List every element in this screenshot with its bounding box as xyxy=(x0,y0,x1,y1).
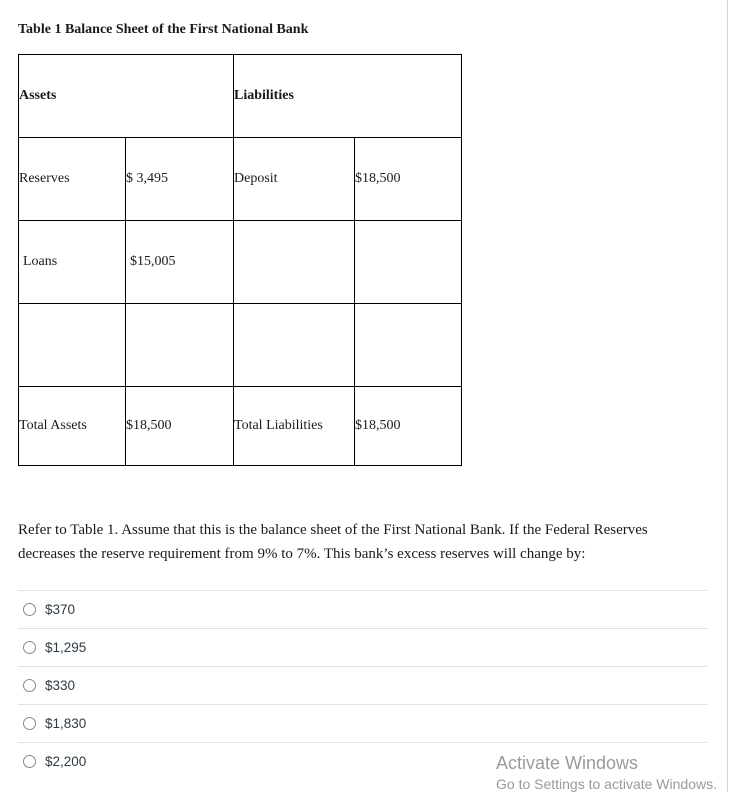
table-row xyxy=(19,304,462,387)
radio-button[interactable] xyxy=(23,717,36,730)
question-text: Refer to Table 1. Assume that this is the balance sheet of the First National Bank. If the Federal Reserves decreases the reserve requirement from 9% to 7%. This bank’s excess reserves will change by: xyxy=(18,522,648,562)
answer-option[interactable] xyxy=(18,628,708,666)
assets-header: Assets xyxy=(19,55,234,138)
radio-button[interactable] xyxy=(23,755,36,768)
answer-label: $370 xyxy=(45,602,76,617)
liability-label-cell xyxy=(234,221,355,304)
watermark-title: Activate Windows xyxy=(496,753,639,773)
total-assets-label: Total Assets xyxy=(19,387,126,466)
total-liabilities-label: Total Liabilities xyxy=(234,387,355,466)
answer-option[interactable] xyxy=(18,704,708,742)
radio-button[interactable] xyxy=(23,641,36,654)
answer-label: $1,295 xyxy=(45,640,87,655)
total-assets-value: $18,500 xyxy=(126,387,234,466)
activate-windows-watermark xyxy=(496,752,717,792)
liability-label-cell xyxy=(234,304,355,387)
liability-value-cell: $18,500 xyxy=(355,138,462,221)
answer-label: $2,200 xyxy=(45,754,87,769)
radio-button[interactable] xyxy=(23,679,36,692)
total-liabilities-value: $18,500 xyxy=(355,387,462,466)
asset-value-cell: $15,005 xyxy=(126,221,234,304)
page-right-border xyxy=(727,0,728,792)
answer-option[interactable] xyxy=(18,666,708,704)
answer-option[interactable] xyxy=(18,590,708,628)
asset-label-cell: Reserves xyxy=(19,138,126,221)
liability-value-cell xyxy=(355,221,462,304)
asset-value-cell xyxy=(126,304,234,387)
table-total-row xyxy=(19,387,462,466)
table-row xyxy=(19,221,462,304)
table-title: Table 1 Balance Sheet of the First National Bank xyxy=(18,22,309,37)
asset-label-cell xyxy=(19,304,126,387)
liability-label-cell: Deposit xyxy=(234,138,355,221)
answer-label: $1,830 xyxy=(45,716,87,731)
asset-label-cell: Loans xyxy=(19,221,126,304)
watermark-subtitle: Go to Settings to activate Windows. xyxy=(496,776,717,792)
balance-sheet-table xyxy=(18,54,462,466)
asset-value-cell: $ 3,495 xyxy=(126,138,234,221)
radio-button[interactable] xyxy=(23,603,36,616)
liability-value-cell xyxy=(355,304,462,387)
liabilities-header: Liabilities xyxy=(234,55,462,138)
table-row xyxy=(19,138,462,221)
answer-label: $330 xyxy=(45,678,76,693)
table-header-row xyxy=(19,55,462,138)
